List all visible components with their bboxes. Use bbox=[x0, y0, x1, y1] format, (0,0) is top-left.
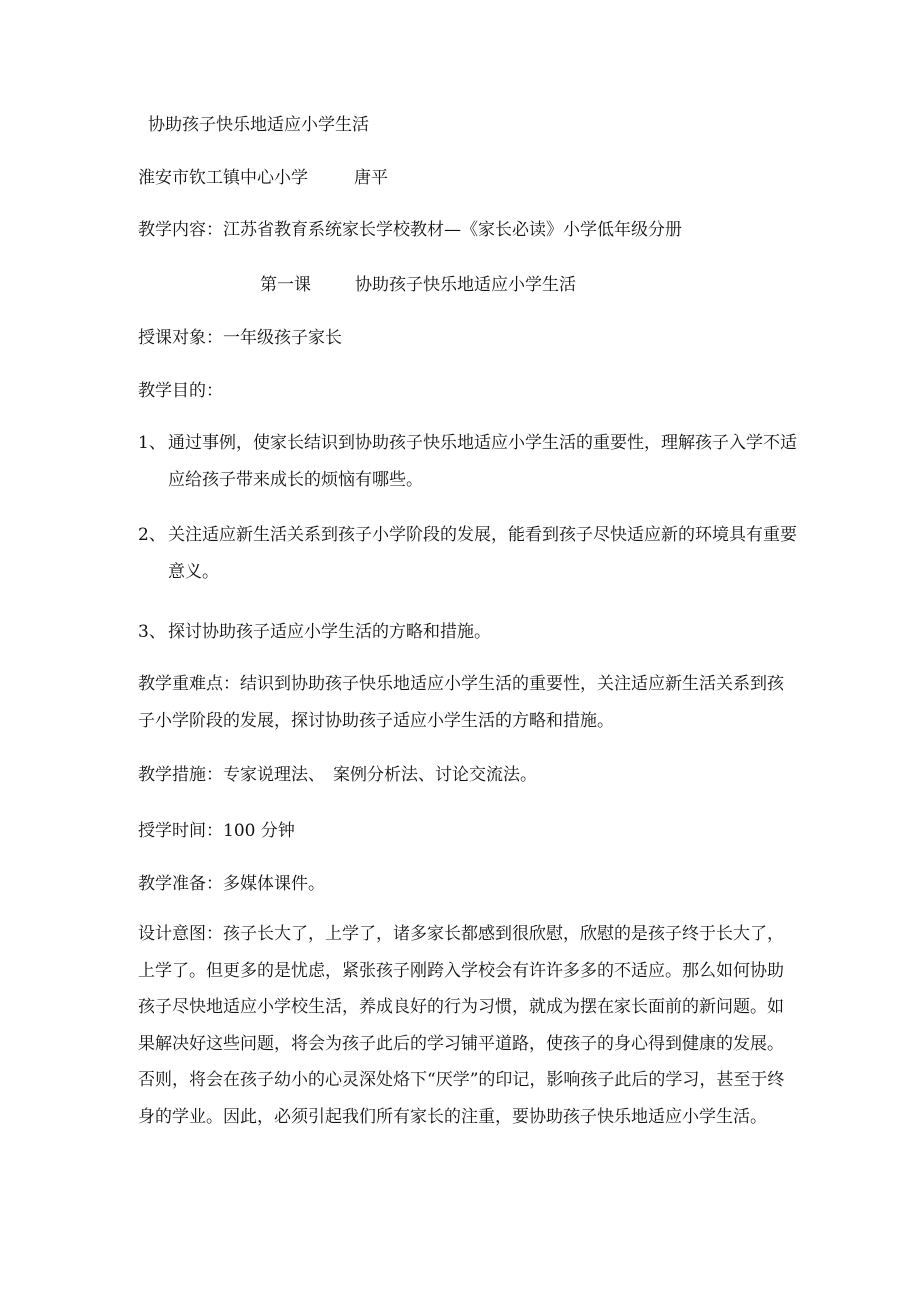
design-intent: 设计意图：孩子长大了，上学了，诸多家长都感到很欣慰，欣慰的是孩子终于长大了，上学了。但更多的是忧虑，紧张孩子刚跨入学校会有许许多多的不适应。那么如何协助孩子尽快地适应小学校生活，养成良好的行为习惯，就成为摆在家长面前的新问题。如果解决好这些问题，将会为孩子此后的学习铺平道路，使孩子的身心得到健康的发展。否则，将会在孩子幼小的心灵深处烙下“厌学”的印记，影响孩子此后的学习，甚至于终身的学业。因此，必须引起我们所有家长的注重，要协助孩子快乐地适应小学生活。 bbox=[138, 924, 785, 1127]
author-name: 唐平 bbox=[354, 168, 388, 188]
goal-number: 2、 bbox=[138, 525, 166, 545]
school-name: 淮安市钦工镇中心小学 bbox=[138, 168, 308, 188]
goal-item bbox=[138, 517, 798, 591]
goal-item bbox=[138, 614, 798, 651]
lesson-number: 第一课 bbox=[260, 275, 311, 295]
teaching-content-label: 教学内容： bbox=[138, 220, 223, 240]
teaching-methods-part2: 案例分析法、讨论交流法。 bbox=[333, 765, 537, 785]
goal-number: 1、 bbox=[138, 433, 166, 453]
goal-text: 探讨协助孩子适应小学生活的方略和措施。 bbox=[168, 622, 491, 642]
audience-line: 授课对象：一年级孩子家长 bbox=[138, 328, 342, 348]
key-difficulties: 教学重难点：结识到协助孩子快乐地适应小学生活的重要性，关注适应新生活关系到孩子小学阶段的发展，探讨协助孩子适应小学生活的方略和措施。 bbox=[138, 674, 784, 731]
lesson-heading bbox=[260, 274, 576, 296]
goal-item bbox=[138, 425, 798, 499]
lesson-title: 协助孩子快乐地适应小学生活 bbox=[355, 275, 576, 295]
goal-number: 3、 bbox=[138, 622, 166, 642]
document-title: 协助孩子快乐地适应小学生活 bbox=[148, 115, 369, 135]
teaching-methods bbox=[138, 757, 788, 794]
goal-text: 关注适应新生活关系到孩子小学阶段的发展，能看到孩子尽快适应新的环境具有重要意义。 bbox=[168, 525, 797, 582]
teaching-content bbox=[138, 219, 682, 241]
goal-text: 通过事例，使家长结识到协助孩子快乐地适应小学生活的重要性，理解孩子入学不适应给孩子带来成长的烦恼有哪些。 bbox=[168, 433, 797, 490]
goals-label: 教学目的： bbox=[138, 381, 223, 401]
teaching-content-text: 江苏省教育系统家长学校教材—《家长必读》小学低年级分册 bbox=[223, 220, 682, 240]
teaching-time: 授学时间：100 分钟 bbox=[138, 821, 295, 841]
teaching-preparation: 教学准备：多媒体课件。 bbox=[138, 874, 325, 894]
teaching-methods-part1: 教学措施：专家说理法、 bbox=[138, 765, 325, 785]
author-line bbox=[138, 167, 388, 189]
